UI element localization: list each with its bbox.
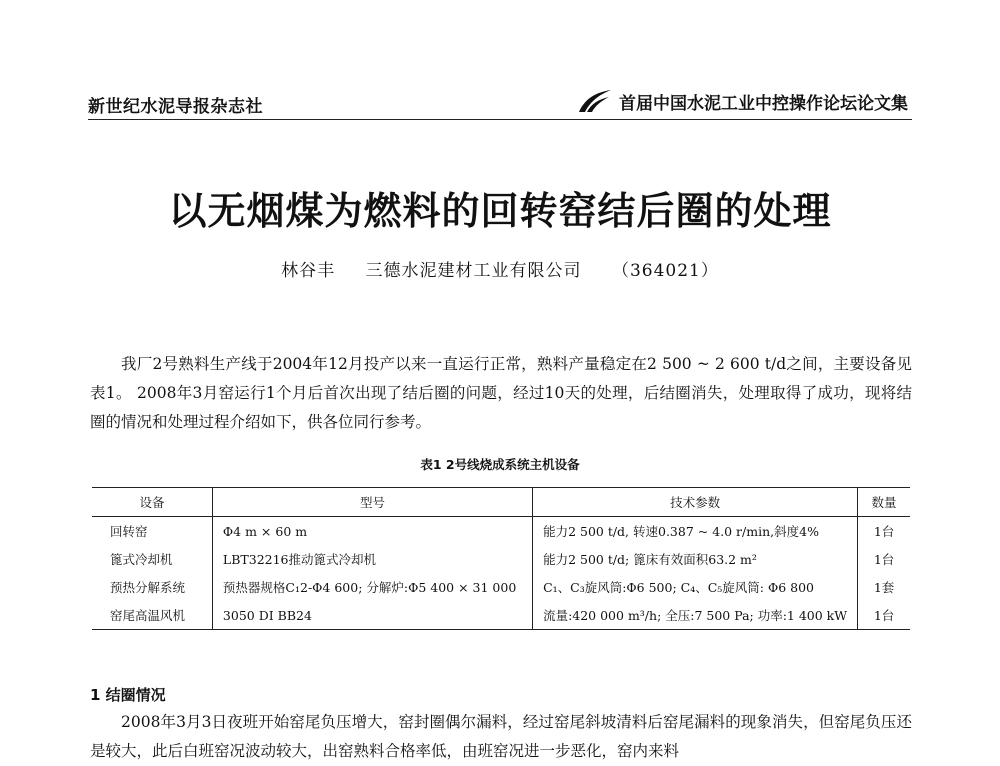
section1-text: 2008年3月3日夜班开始窑尾负压增大，窑封圈偶尔漏料，经过窑尾斜坡清料后窑尾漏料的现象消失，但窑尾负压还是较大，此后白班窑况波动较大，出窑熟料合格率低，由班窑况进一步恶化，窑内来料 — [90, 713, 912, 760]
table-cell: LBT32216推动篦式冷却机 — [212, 545, 532, 573]
equipment-table — [92, 487, 910, 630]
table-header-row — [92, 488, 910, 517]
proceedings-title: 首届中国水泥工业中控操作论坛论文集 — [619, 93, 908, 114]
table-cell: 3050 DI BB24 — [212, 601, 532, 630]
table-cell: 回转窑 — [92, 517, 212, 546]
table-cell: 篦式冷却机 — [92, 545, 212, 573]
table-row — [92, 573, 910, 601]
intro-paragraph — [90, 350, 912, 437]
table-row — [92, 545, 910, 573]
column-header: 技术参数 — [533, 488, 858, 517]
journal-name: 新世纪水泥导报杂志社 — [88, 97, 263, 117]
table-row — [92, 517, 910, 546]
table-row — [92, 601, 910, 630]
table-cell: 1套 — [873, 580, 895, 595]
article-title: 以无烟煤为燃料的回转窑结后圈的处理 — [168, 188, 832, 233]
column-header: 设备 — [92, 488, 212, 517]
table-cell: 1台 — [873, 552, 895, 567]
section1-paragraph — [90, 708, 912, 766]
table-cell: 窑尾高温风机 — [92, 601, 212, 630]
section-heading: 1 结圈情况 — [90, 686, 166, 704]
swoosh-logo-icon — [577, 88, 613, 114]
table-cell: 能力2 500 t/d, 转速0.387 ~ 4.0 r/min,斜度4% — [533, 517, 858, 546]
author-name: 林谷丰 — [281, 261, 336, 281]
author-line — [0, 256, 1000, 281]
table-cell: 预热器规格C₁2-Φ4 600; 分解炉:Φ5 400 × 31 000 — [212, 573, 532, 601]
table-cell: 流量:420 000 m³/h; 全压:7 500 Pa; 功率:1 400 kW — [533, 601, 858, 630]
table-caption: 表1 2号线烧成系统主机设备 — [420, 457, 580, 472]
table-cell: C₁、C₃旋风筒:Φ6 500; C₄、C₅旋风筒: Φ6 800 — [533, 573, 858, 601]
column-header: 数量 — [858, 488, 910, 517]
column-header: 型号 — [212, 488, 532, 517]
table-cell: Φ4 m × 60 m — [212, 517, 532, 546]
table-cell: 能力2 500 t/d; 篦床有效面积63.2 m² — [533, 545, 858, 573]
author-company: 三德水泥建材工业有限公司 — [365, 261, 582, 281]
intro-text: 我厂2号熟料生产线于2004年12月投产以来一直运行正常，熟料产量稳定在2 500 ~ 2 600 t/d之间，主要设备见表1。 2008年3月窑运行1个月后首次出现了结后圈的问题，经过10天的处理，后结圈消失，处理取得了成功，现将结圈的情况和处理过程介绍如下，供各位同行参考。 — [90, 355, 912, 431]
table-cell: 预热分解系统 — [92, 573, 212, 601]
table-cell: 1台 — [858, 601, 910, 630]
header-divider — [88, 119, 912, 120]
proceedings-header — [577, 88, 908, 114]
author-postcode: （364021） — [611, 261, 719, 281]
table-cell: 1台 — [873, 524, 895, 539]
